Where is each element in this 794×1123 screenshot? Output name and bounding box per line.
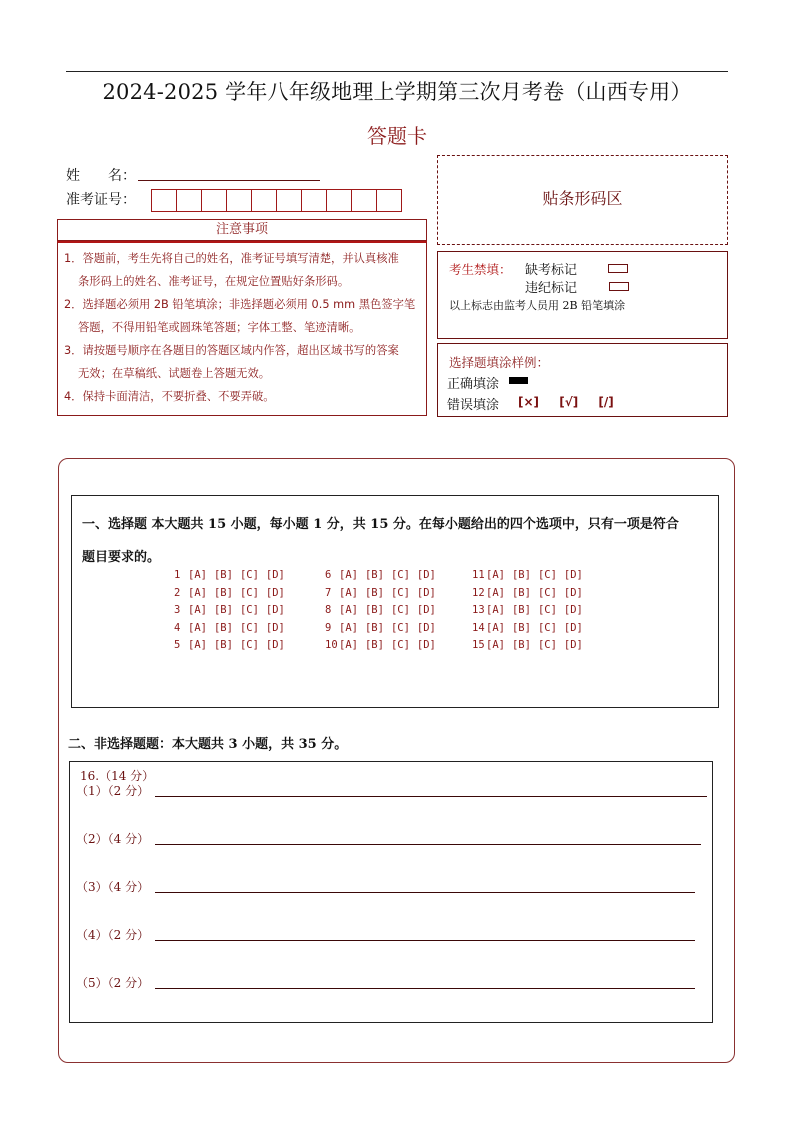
choice-option-bubble[interactable]: [C]	[390, 621, 410, 634]
section1-heading-line2: 题目要求的。	[82, 550, 161, 565]
choice-option-bubble[interactable]: [B]	[213, 639, 233, 651]
question-number: 4	[174, 621, 181, 634]
exam-id-digit-box[interactable]	[301, 189, 326, 212]
choice-option-bubble[interactable]: [C]	[390, 639, 410, 651]
choice-option-bubble[interactable]: [D]	[265, 569, 285, 581]
choice-option-bubble[interactable]: [C]	[537, 569, 557, 581]
choice-option-bubble[interactable]: [A]	[188, 569, 207, 581]
sub-question-label: （3）（4 分）	[76, 880, 150, 894]
choice-column-1	[174, 567, 292, 655]
choice-option-bubble[interactable]: [B]	[364, 569, 384, 581]
exam-id-digit-box[interactable]	[251, 189, 276, 212]
absent-mark-box[interactable]	[608, 264, 628, 273]
choice-option-bubble[interactable]: [D]	[563, 639, 583, 651]
exam-id-digit-box[interactable]	[201, 189, 226, 212]
question-16-title: 16.（14 分）	[80, 769, 155, 783]
notice-item	[64, 247, 420, 270]
choice-option-bubble[interactable]: [D]	[416, 604, 436, 616]
exam-id-digit-box[interactable]	[376, 189, 402, 212]
choice-option-bubble[interactable]: [A]	[339, 639, 358, 651]
choice-question-row	[174, 567, 292, 585]
name-label: 姓 名：	[66, 168, 136, 184]
choice-column-2	[325, 567, 443, 655]
choice-option-bubble[interactable]: [B]	[213, 621, 233, 634]
notice-item-continuation: 条形码上的姓名、准考证号，在规定位置贴好条形码。	[78, 275, 350, 288]
choice-option-bubble[interactable]: [A]	[486, 621, 505, 634]
answer-line[interactable]	[155, 892, 695, 893]
notice-header: 注意事项	[57, 219, 427, 241]
absent-mark-label: 缺考标记	[525, 263, 578, 278]
sub-question-row	[76, 878, 695, 895]
violation-mark-label: 违纪标记	[525, 281, 578, 296]
choice-option-bubble[interactable]: [C]	[537, 604, 557, 616]
wrong-mark-check: [√]	[559, 395, 579, 409]
choice-option-bubble[interactable]: [C]	[239, 586, 259, 599]
notice-item-number: 3．	[64, 344, 83, 357]
forbidden-fill-box	[437, 251, 728, 339]
question-number: 11	[472, 569, 485, 581]
answer-line[interactable]	[155, 988, 695, 989]
forbidden-title: 考生禁填：	[449, 262, 512, 277]
sub-question-row	[76, 782, 707, 799]
violation-mark-box[interactable]	[609, 282, 629, 291]
choice-option-bubble[interactable]: [C]	[239, 639, 259, 651]
choice-option-bubble[interactable]: [D]	[265, 621, 285, 634]
choice-option-bubble[interactable]: [B]	[364, 621, 384, 634]
wrong-mark-slash: [/]	[598, 395, 614, 409]
choice-option-bubble[interactable]: [C]	[239, 569, 259, 581]
notice-item-number: 1．	[64, 252, 83, 265]
exam-id-digit-box[interactable]	[151, 189, 176, 212]
choice-option-bubble[interactable]: [B]	[511, 586, 531, 599]
choice-question-row	[472, 585, 590, 603]
question-number: 10	[325, 639, 338, 651]
exam-id-digit-box[interactable]	[226, 189, 251, 212]
exam-id-digit-box[interactable]	[351, 189, 376, 212]
choice-option-bubble[interactable]: [C]	[239, 604, 259, 616]
exam-title: 2024-2025 学年八年级地理上学期第三次月考卷（山西专用）	[102, 80, 692, 104]
choice-question-row	[325, 637, 443, 655]
choice-option-bubble[interactable]: [A]	[188, 604, 207, 616]
choice-option-bubble[interactable]: [C]	[239, 621, 259, 634]
exam-id-label: 准考证号：	[66, 192, 136, 208]
sub-question-label: （4）（2 分）	[76, 928, 150, 942]
choice-option-bubble[interactable]: [B]	[511, 569, 531, 581]
choice-option-bubble[interactable]: [C]	[390, 604, 410, 616]
choice-option-bubble[interactable]: [A]	[188, 586, 207, 599]
choice-option-bubble[interactable]: [B]	[213, 586, 233, 599]
fill-sample-title: 选择题填涂样例：	[449, 355, 550, 370]
choice-option-bubble[interactable]: [D]	[563, 569, 583, 581]
sub-question-row	[76, 926, 695, 943]
choice-option-bubble[interactable]: [B]	[511, 639, 531, 651]
choice-question-row	[174, 585, 292, 603]
choice-option-bubble[interactable]: [D]	[563, 621, 583, 634]
question-number: 7	[325, 586, 332, 599]
sub-question-label: （1）（2 分）	[76, 784, 150, 798]
notice-item-continuation: 答题，不得用铅笔或圆珠笔答题；字体工整、笔迹清晰。	[78, 321, 361, 334]
choice-option-bubble[interactable]: [C]	[537, 621, 557, 634]
name-input-line[interactable]	[138, 180, 320, 181]
choice-option-bubble[interactable]: [D]	[265, 639, 285, 651]
question-number: 14	[472, 621, 485, 634]
correct-fill-label: 正确填涂	[447, 377, 500, 392]
wrong-fill-label: 错误填涂	[447, 398, 500, 413]
choice-option-bubble[interactable]: [A]	[486, 569, 505, 581]
notice-item	[64, 293, 420, 316]
sub-question-row	[76, 830, 701, 847]
choice-option-bubble[interactable]: [A]	[339, 586, 358, 599]
top-rule	[66, 71, 728, 72]
choice-option-bubble[interactable]: [D]	[265, 586, 285, 599]
choice-option-bubble[interactable]: [B]	[364, 639, 384, 651]
fill-sample-box	[437, 343, 728, 417]
answer-line[interactable]	[155, 940, 695, 941]
choice-option-bubble[interactable]: [B]	[213, 569, 233, 581]
choice-question-row	[472, 567, 590, 585]
choice-option-bubble[interactable]: [D]	[265, 604, 285, 616]
choice-question-row	[325, 567, 443, 585]
choice-question-row	[325, 620, 443, 638]
choice-option-bubble[interactable]: [D]	[416, 639, 436, 651]
choice-option-bubble[interactable]: [D]	[563, 586, 583, 599]
question-number: 5	[174, 639, 181, 651]
notice-item-text: 保持卡面清洁，不要折叠、不要弄破。	[82, 390, 275, 403]
barcode-zone: 贴条形码区	[437, 155, 728, 245]
question-number: 15	[472, 639, 485, 651]
section1-heading-line1: 一、选择题 本大题共 15 小题，每小题 1 分，共 15 分。在每小题给出的四个选项中，只有一项是符合	[82, 517, 679, 532]
choice-question-row	[174, 602, 292, 620]
question-16-box	[69, 761, 713, 1023]
choice-option-bubble[interactable]: [B]	[213, 604, 233, 616]
notice-item-text: 请按题号顺序在各题目的答题区域内作答，超出区域书写的答案	[82, 344, 399, 357]
choice-option-bubble[interactable]: [A]	[339, 621, 358, 634]
section1-heading	[82, 508, 712, 574]
wrong-mark-cross: [×]	[518, 395, 540, 409]
exam-id-digit-box[interactable]	[276, 189, 301, 212]
notice-item-text: 选择题必须用 2B 铅笔填涂；非选择题必须用 0.5 mm 黑色签字笔	[82, 298, 416, 311]
choice-option-bubble[interactable]: [D]	[416, 586, 436, 599]
notice-item	[64, 385, 420, 408]
notice-box	[57, 241, 427, 416]
choice-option-bubble[interactable]: [B]	[511, 604, 531, 616]
choice-question-row	[325, 585, 443, 603]
answer-line[interactable]	[155, 796, 707, 797]
choice-question-row	[325, 602, 443, 620]
choice-option-bubble[interactable]: [B]	[364, 604, 384, 616]
notice-item-number: 4．	[64, 390, 83, 403]
forbidden-note: 以上标志由监考人员用 2B 铅笔填涂	[449, 299, 626, 312]
answer-line[interactable]	[155, 844, 701, 845]
correct-fill-swatch	[509, 377, 528, 384]
question-number: 3	[174, 604, 181, 616]
choice-question-row	[472, 637, 590, 655]
exam-id-boxes	[151, 189, 402, 212]
choice-option-bubble[interactable]: [A]	[188, 639, 207, 651]
notice-item-text: 答题前，考生先将自己的姓名，准考证号填写清楚，并认真核准	[82, 252, 399, 265]
notice-item-continuation: 无效；在草稿纸、试题卷上答题无效。	[78, 367, 271, 380]
choice-option-bubble[interactable]: [A]	[486, 639, 505, 651]
exam-id-digit-box[interactable]	[176, 189, 201, 212]
question-number: 9	[325, 621, 332, 634]
choice-question-row	[174, 620, 292, 638]
choice-option-bubble[interactable]: [A]	[339, 569, 358, 581]
choice-option-bubble[interactable]: [A]	[486, 604, 505, 616]
notice-item-number: 2．	[64, 298, 83, 311]
choice-column-3	[472, 567, 590, 655]
choice-option-bubble[interactable]: [C]	[390, 586, 410, 599]
choice-option-bubble[interactable]: [C]	[537, 639, 557, 651]
choice-option-bubble[interactable]: [C]	[390, 569, 410, 581]
choice-option-bubble[interactable]: [B]	[364, 586, 384, 599]
choice-question-row	[472, 620, 590, 638]
exam-id-digit-box[interactable]	[326, 189, 351, 212]
multiple-choice-section	[71, 495, 719, 708]
choice-option-bubble[interactable]: [D]	[416, 569, 436, 581]
question-number: 8	[325, 604, 332, 616]
sub-question-label: （2）（4 分）	[76, 832, 150, 846]
sub-question-label: （5）（2 分）	[76, 976, 150, 990]
wrong-fill-marks	[518, 395, 624, 409]
choice-option-bubble[interactable]: [D]	[563, 604, 583, 616]
choice-option-bubble[interactable]: [A]	[188, 621, 207, 634]
answer-sheet-subtitle: 答题卡	[367, 124, 427, 148]
choice-question-row	[174, 637, 292, 655]
choice-option-bubble[interactable]: [B]	[511, 621, 531, 634]
choice-question-row	[472, 602, 590, 620]
section2-heading: 二、非选择题题：本大题共 3 小题，共 35 分。	[68, 737, 348, 752]
choice-option-bubble[interactable]: [D]	[416, 621, 436, 634]
question-number: 13	[472, 604, 485, 616]
question-number: 1	[174, 569, 181, 581]
notice-item	[64, 339, 420, 362]
sub-question-row	[76, 974, 695, 991]
choice-option-bubble[interactable]: [A]	[339, 604, 358, 616]
question-number: 12	[472, 586, 485, 599]
question-number: 2	[174, 586, 181, 599]
choice-option-bubble[interactable]: [C]	[537, 586, 557, 599]
question-number: 6	[325, 569, 332, 581]
choice-option-bubble[interactable]: [A]	[486, 586, 505, 599]
